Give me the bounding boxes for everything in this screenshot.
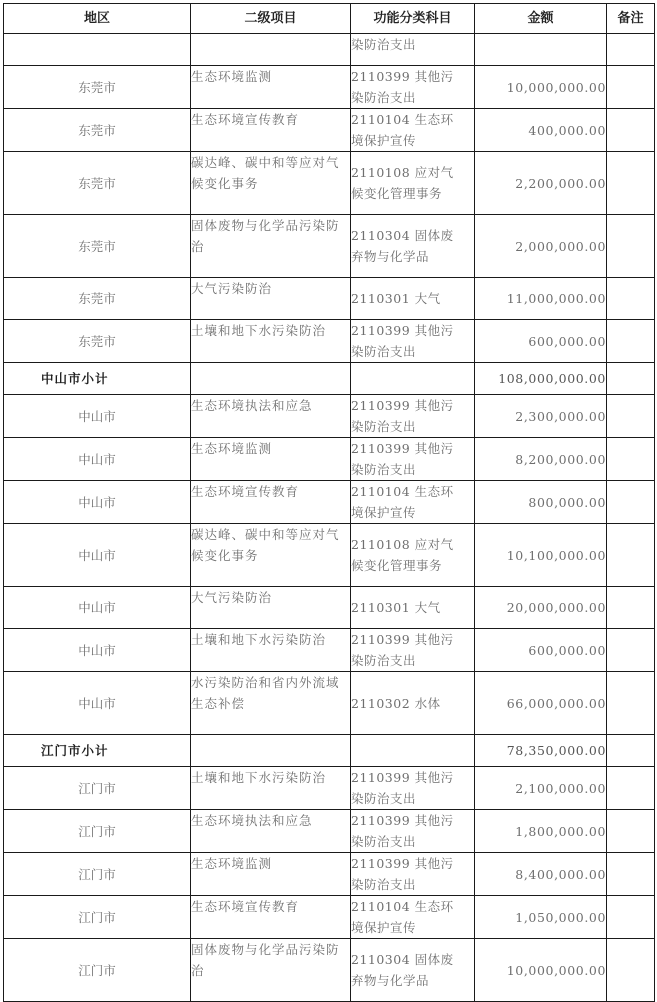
function-code-line2: 境保护宣传	[351, 133, 417, 148]
function-code-cell	[351, 438, 475, 481]
header-amount: 金额	[475, 4, 607, 34]
subtotal-row	[4, 735, 655, 767]
note-cell	[607, 363, 655, 395]
region-cell: 东莞市	[4, 152, 191, 215]
function-code-cell	[351, 481, 475, 524]
amount-cell: 11,000,000.00	[475, 278, 607, 320]
function-code-cell	[351, 278, 475, 320]
function-code-line2: 境保护宣传	[351, 505, 417, 520]
amount-cell: 10,000,000.00	[475, 66, 607, 109]
header-function-code: 功能分类科目	[351, 4, 475, 34]
note-cell	[607, 215, 655, 278]
function-code-line2: 染防治支出	[351, 834, 417, 849]
item-cell: 碳达峰、碳中和等应对气候变化事务	[191, 524, 351, 587]
item-cell: 生态环境执法和应急	[191, 810, 351, 853]
item-cell: 生态环境宣传教育	[191, 481, 351, 524]
function-code-cell	[351, 939, 475, 1002]
item-cell: 土壤和地下水污染防治	[191, 629, 351, 672]
note-cell	[607, 896, 655, 939]
note-cell	[607, 587, 655, 629]
function-code-cell	[351, 767, 475, 810]
amount-cell: 2,200,000.00	[475, 152, 607, 215]
function-code-cell	[351, 896, 475, 939]
note-cell	[607, 767, 655, 810]
table-row	[4, 629, 655, 672]
note-cell	[607, 481, 655, 524]
function-code-cell	[351, 215, 475, 278]
function-code-line2: 候变化管理事务	[351, 186, 443, 201]
function-code-cell	[351, 320, 475, 363]
item-cell: 土壤和地下水污染防治	[191, 767, 351, 810]
function-code-line2: 染防治支出	[351, 37, 417, 52]
function-code-cell	[351, 109, 475, 152]
function-code-line1: 2110104 生态环	[351, 484, 454, 499]
region-cell: 中山市	[4, 524, 191, 587]
function-code-line1: 2110104 生态环	[351, 112, 454, 127]
amount-cell: 20,000,000.00	[475, 587, 607, 629]
function-code-line2: 染防治支出	[351, 877, 417, 892]
amount-cell: 2,300,000.00	[475, 395, 607, 438]
function-code-line1: 2110399 其他污	[351, 856, 454, 871]
amount-cell: 10,000,000.00	[475, 939, 607, 1002]
table-row	[4, 896, 655, 939]
region-cell: 江门市	[4, 896, 191, 939]
amount-cell: 10,100,000.00	[475, 524, 607, 587]
note-cell	[607, 672, 655, 735]
amount-cell: 400,000.00	[475, 109, 607, 152]
function-code-line2: 染防治支出	[351, 344, 417, 359]
region-cell: 东莞市	[4, 109, 191, 152]
table-row	[4, 109, 655, 152]
item-cell: 碳达峰、碳中和等应对气候变化事务	[191, 152, 351, 215]
header-note: 备注	[607, 4, 655, 34]
function-code-cell	[351, 524, 475, 587]
item-cell: 生态环境监测	[191, 438, 351, 481]
amount-cell: 600,000.00	[475, 629, 607, 672]
table-row	[4, 395, 655, 438]
function-code-cell	[351, 810, 475, 853]
region-cell: 东莞市	[4, 278, 191, 320]
function-code-line1: 2110301 大气	[351, 291, 441, 306]
function-code-line1: 2110399 其他污	[351, 632, 454, 647]
function-code-line1: 2110399 其他污	[351, 441, 454, 456]
region-cell: 中山市	[4, 587, 191, 629]
note-cell	[607, 524, 655, 587]
function-code-cell	[351, 672, 475, 735]
item-cell: 生态环境宣传教育	[191, 896, 351, 939]
region-cell: 中山市	[4, 395, 191, 438]
region-cell: 中山市	[4, 672, 191, 735]
amount-cell: 1,800,000.00	[475, 810, 607, 853]
function-code-line1: 2110399 其他污	[351, 813, 454, 828]
amount-cell: 1,050,000.00	[475, 896, 607, 939]
region-cell: 江门市	[4, 939, 191, 1002]
item-cell: 生态环境监测	[191, 66, 351, 109]
note-cell	[607, 853, 655, 896]
amount-cell: 66,000,000.00	[475, 672, 607, 735]
header-item: 二级项目	[191, 4, 351, 34]
header-region: 地区	[4, 4, 191, 34]
amount-cell: 78,350,000.00	[475, 735, 607, 767]
item-cell: 固体废物与化学品污染防治	[191, 939, 351, 1002]
region-cell: 江门市	[4, 853, 191, 896]
amount-cell: 8,400,000.00	[475, 853, 607, 896]
function-code-cell	[351, 853, 475, 896]
note-cell	[607, 395, 655, 438]
table-row	[4, 810, 655, 853]
item-cell	[191, 363, 351, 395]
note-cell	[607, 810, 655, 853]
table-row	[4, 672, 655, 735]
item-cell: 生态环境执法和应急	[191, 395, 351, 438]
table-row	[4, 152, 655, 215]
amount-cell: 2,000,000.00	[475, 215, 607, 278]
function-code-line1: 2110399 其他污	[351, 323, 454, 338]
item-cell	[191, 735, 351, 767]
function-code-line2: 染防治支出	[351, 462, 417, 477]
function-code-cell	[351, 152, 475, 215]
note-cell	[607, 152, 655, 215]
item-cell: 大气污染防治	[191, 587, 351, 629]
amount-cell: 600,000.00	[475, 320, 607, 363]
function-code-cell	[351, 34, 475, 66]
region-cell: 中山市	[4, 481, 191, 524]
note-cell	[607, 34, 655, 66]
function-code-cell	[351, 735, 475, 767]
function-code-line2: 弃物与化学品	[351, 249, 430, 264]
function-code-cell	[351, 395, 475, 438]
function-code-cell	[351, 587, 475, 629]
function-code-line2: 弃物与化学品	[351, 973, 430, 988]
region-cell: 江门市	[4, 767, 191, 810]
table-row	[4, 587, 655, 629]
table-row	[4, 524, 655, 587]
amount-cell	[475, 34, 607, 66]
function-code-line2: 候变化管理事务	[351, 558, 443, 573]
note-cell	[607, 278, 655, 320]
function-code-line1: 2110302 水体	[351, 695, 441, 711]
item-cell: 生态环境监测	[191, 853, 351, 896]
table-row	[4, 66, 655, 109]
note-cell	[607, 939, 655, 1002]
item-cell: 大气污染防治	[191, 278, 351, 320]
item-cell: 固体废物与化学品污染防治	[191, 215, 351, 278]
function-code-line1: 2110108 应对气	[351, 165, 454, 180]
function-code-line1: 2110304 固体废	[351, 228, 454, 243]
function-code-line2: 染防治支出	[351, 653, 417, 668]
function-code-cell	[351, 363, 475, 395]
region-cell: 东莞市	[4, 215, 191, 278]
amount-cell: 2,100,000.00	[475, 767, 607, 810]
table-row	[4, 278, 655, 320]
budget-table	[3, 3, 655, 1002]
note-cell	[607, 735, 655, 767]
table-row	[4, 853, 655, 896]
note-cell	[607, 66, 655, 109]
amount-cell: 8,200,000.00	[475, 438, 607, 481]
note-cell	[607, 109, 655, 152]
note-cell	[607, 320, 655, 363]
function-code-line2: 染防治支出	[351, 90, 417, 105]
function-code-cell	[351, 629, 475, 672]
amount-cell: 108,000,000.00	[475, 363, 607, 395]
note-cell	[607, 438, 655, 481]
region-cell: 中山市	[4, 629, 191, 672]
item-cell: 水污染防治和省内外流域生态补偿	[191, 672, 351, 735]
amount-cell: 800,000.00	[475, 481, 607, 524]
note-cell	[607, 629, 655, 672]
function-code-line1: 2110301 大气	[351, 600, 441, 615]
function-code-line1: 2110399 其他污	[351, 398, 454, 413]
function-code-line2: 境保护宣传	[351, 920, 417, 935]
region-cell: 江门市	[4, 810, 191, 853]
header-row	[4, 4, 655, 34]
function-code-line1: 2110108 应对气	[351, 537, 454, 552]
function-code-line1: 2110104 生态环	[351, 899, 454, 914]
item-cell: 土壤和地下水污染防治	[191, 320, 351, 363]
table-row	[4, 34, 655, 66]
item-cell	[191, 34, 351, 66]
subtotal-row	[4, 363, 655, 395]
table-row	[4, 215, 655, 278]
function-code-cell	[351, 66, 475, 109]
region-cell: 东莞市	[4, 320, 191, 363]
table-row	[4, 438, 655, 481]
function-code-line1: 2110399 其他污	[351, 770, 454, 785]
table-row	[4, 939, 655, 1002]
item-cell: 生态环境宣传教育	[191, 109, 351, 152]
region-cell: 中山市	[4, 438, 191, 481]
subtotal-label: 江门市小计	[4, 735, 191, 767]
function-code-line2: 染防治支出	[351, 419, 417, 434]
table-row	[4, 481, 655, 524]
region-cell	[4, 34, 191, 66]
subtotal-label: 中山市小计	[4, 363, 191, 395]
function-code-line2: 染防治支出	[351, 791, 417, 806]
table-row	[4, 320, 655, 363]
function-code-line1: 2110304 固体废	[351, 952, 454, 967]
region-cell: 东莞市	[4, 66, 191, 109]
function-code-line1: 2110399 其他污	[351, 69, 454, 84]
table-row	[4, 767, 655, 810]
